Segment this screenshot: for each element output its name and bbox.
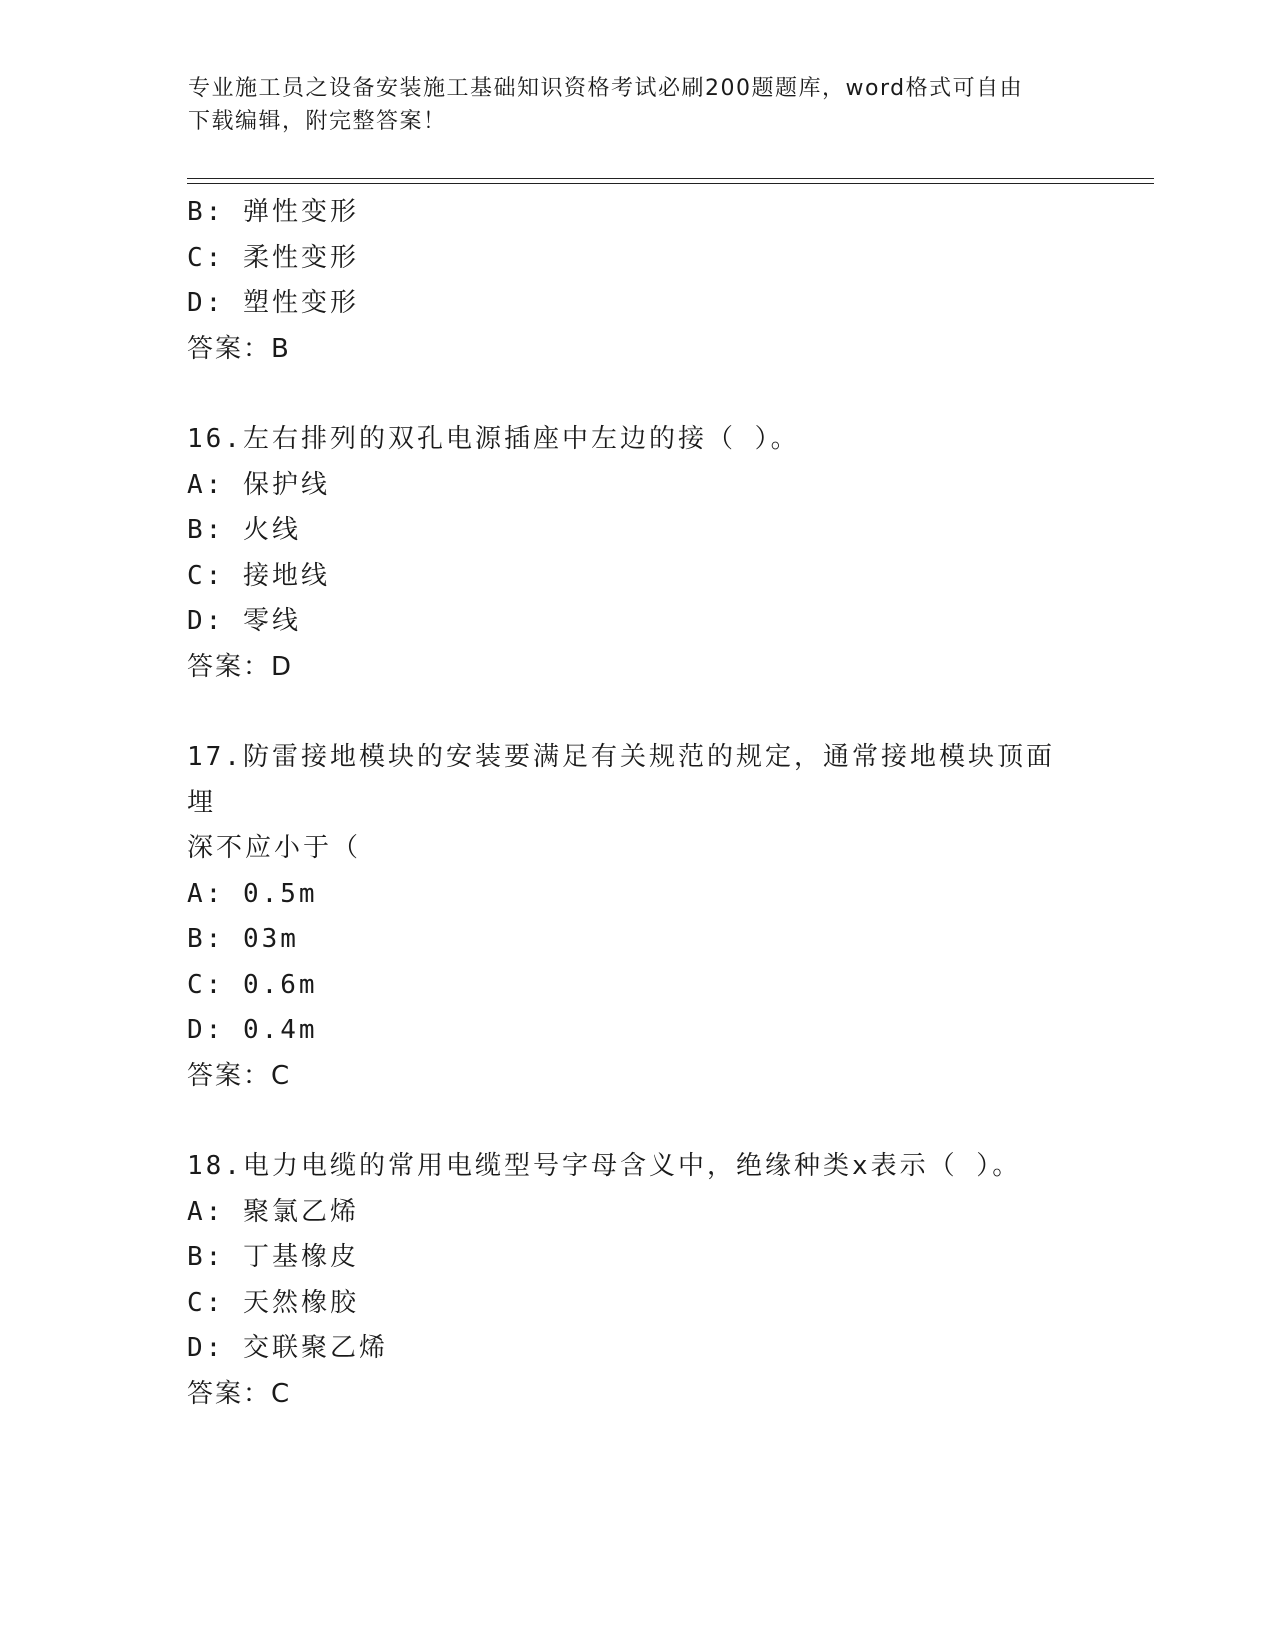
question-text bbox=[187, 417, 1067, 463]
question-line-1: 17.防雷接地模块的安装要满足有关规范的规定，通常接地模块顶面埋 bbox=[187, 742, 1055, 818]
question-list bbox=[187, 190, 1087, 1417]
answer: 答案：B bbox=[187, 333, 291, 364]
option-b: B: 弹性变形 bbox=[187, 197, 359, 227]
option-d: D: 0.4m bbox=[187, 1015, 318, 1045]
option-c: C: 0.6m bbox=[187, 969, 318, 1000]
option-c: C: 天然橡胶 bbox=[187, 1287, 359, 1318]
question-16 bbox=[187, 417, 1087, 690]
header-rule-top bbox=[187, 178, 1154, 179]
header-line-2: 下载编辑，附完整答案！ bbox=[188, 109, 447, 134]
header-line-1: 专业施工员之设备安装施工基础知识资格考试必刷200题题库，word格式可自由 bbox=[188, 76, 1024, 101]
document-header bbox=[188, 72, 1088, 138]
header-rule-bottom bbox=[187, 183, 1154, 184]
option-a: A: 保护线 bbox=[187, 469, 330, 500]
answer: 答案：C bbox=[187, 1378, 292, 1409]
question-line-1: 18.电力电缆的常用电缆型号字母含义中，绝缘种类x表示（ ）。 bbox=[187, 1151, 1022, 1181]
option-d: D: 塑性变形 bbox=[187, 288, 359, 318]
option-b: B: 火线 bbox=[187, 515, 301, 545]
option-c: C: 柔性变形 bbox=[187, 242, 359, 273]
option-b: B: 丁基橡皮 bbox=[187, 1242, 359, 1272]
question-text bbox=[187, 1144, 1067, 1190]
question-text bbox=[187, 735, 1067, 872]
question-line-1: 16.左右排列的双孔电源插座中左边的接（ ）。 bbox=[187, 424, 800, 454]
option-b: B: 03m bbox=[187, 924, 299, 954]
question-line-2: 深不应小于（ bbox=[187, 833, 362, 863]
answer: 答案：D bbox=[187, 651, 294, 682]
option-d: D: 交联聚乙烯 bbox=[187, 1333, 388, 1363]
question-18 bbox=[187, 1144, 1087, 1417]
question-17 bbox=[187, 735, 1087, 1099]
answer: 答案：C bbox=[187, 1060, 292, 1091]
option-c: C: 接地线 bbox=[187, 560, 330, 591]
prev-question-tail bbox=[187, 190, 1087, 372]
option-a: A: 聚氯乙烯 bbox=[187, 1196, 359, 1227]
option-d: D: 零线 bbox=[187, 606, 301, 636]
option-a: A: 0.5m bbox=[187, 878, 318, 909]
